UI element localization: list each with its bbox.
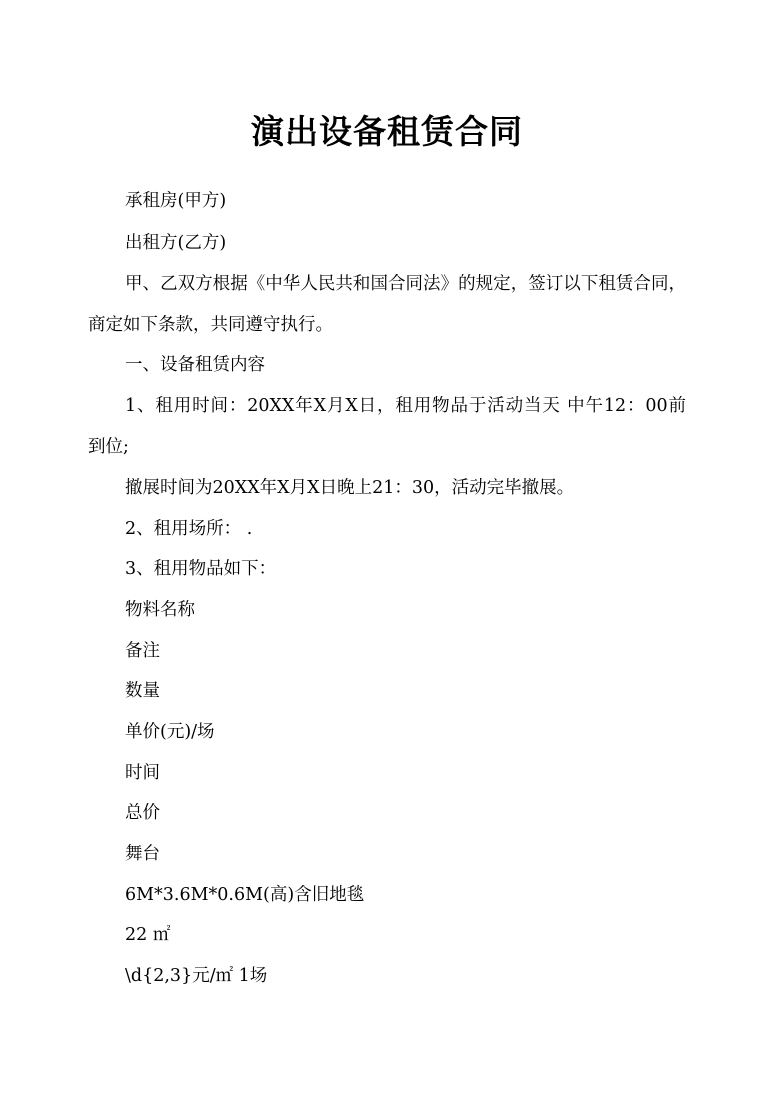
total-price-header: 总价 <box>125 803 160 823</box>
party-a-line: 承租房(甲方) <box>125 191 227 211</box>
preamble-line-1: 甲、乙双方根据《中华人民共和国合同法》的规定，签订以下租赁合同， <box>125 274 686 294</box>
party-b-line: 出租方(乙方) <box>125 233 227 253</box>
teardown-time-line: 撤展时间为20XX年X月X日晚上21：30，活动完毕撤展。 <box>125 478 575 498</box>
item-name-header: 物料名称 <box>125 600 195 620</box>
clause-1-line-2: 到位; <box>88 437 129 457</box>
document-title: 演出设备租赁合同 <box>251 112 523 151</box>
time-header: 时间 <box>125 763 160 783</box>
stage-price: \d{2,3}元/㎡ 1场 <box>125 966 268 986</box>
stage-area: 22 ㎡ <box>125 925 171 945</box>
clause-2-line: 2、租用场所： . <box>125 519 253 539</box>
clause-3-line: 3、租用物品如下： <box>125 559 277 579</box>
stage-item: 舞台 <box>125 844 160 864</box>
remark-header: 备注 <box>125 641 160 661</box>
preamble-line-2: 商定如下条款，共同遵守执行。 <box>88 315 333 335</box>
quantity-header: 数量 <box>125 681 160 701</box>
clause-1-line-1: 1、租用时间：20XX年X月X日，租用物品于活动当天 中午12：00前 <box>125 396 686 416</box>
section-heading-1: 一、设备租赁内容 <box>125 355 265 375</box>
unit-price-header: 单价(元)/场 <box>125 722 215 742</box>
stage-spec: 6M*3.6M*0.6M(高)含旧地毯 <box>125 885 365 905</box>
